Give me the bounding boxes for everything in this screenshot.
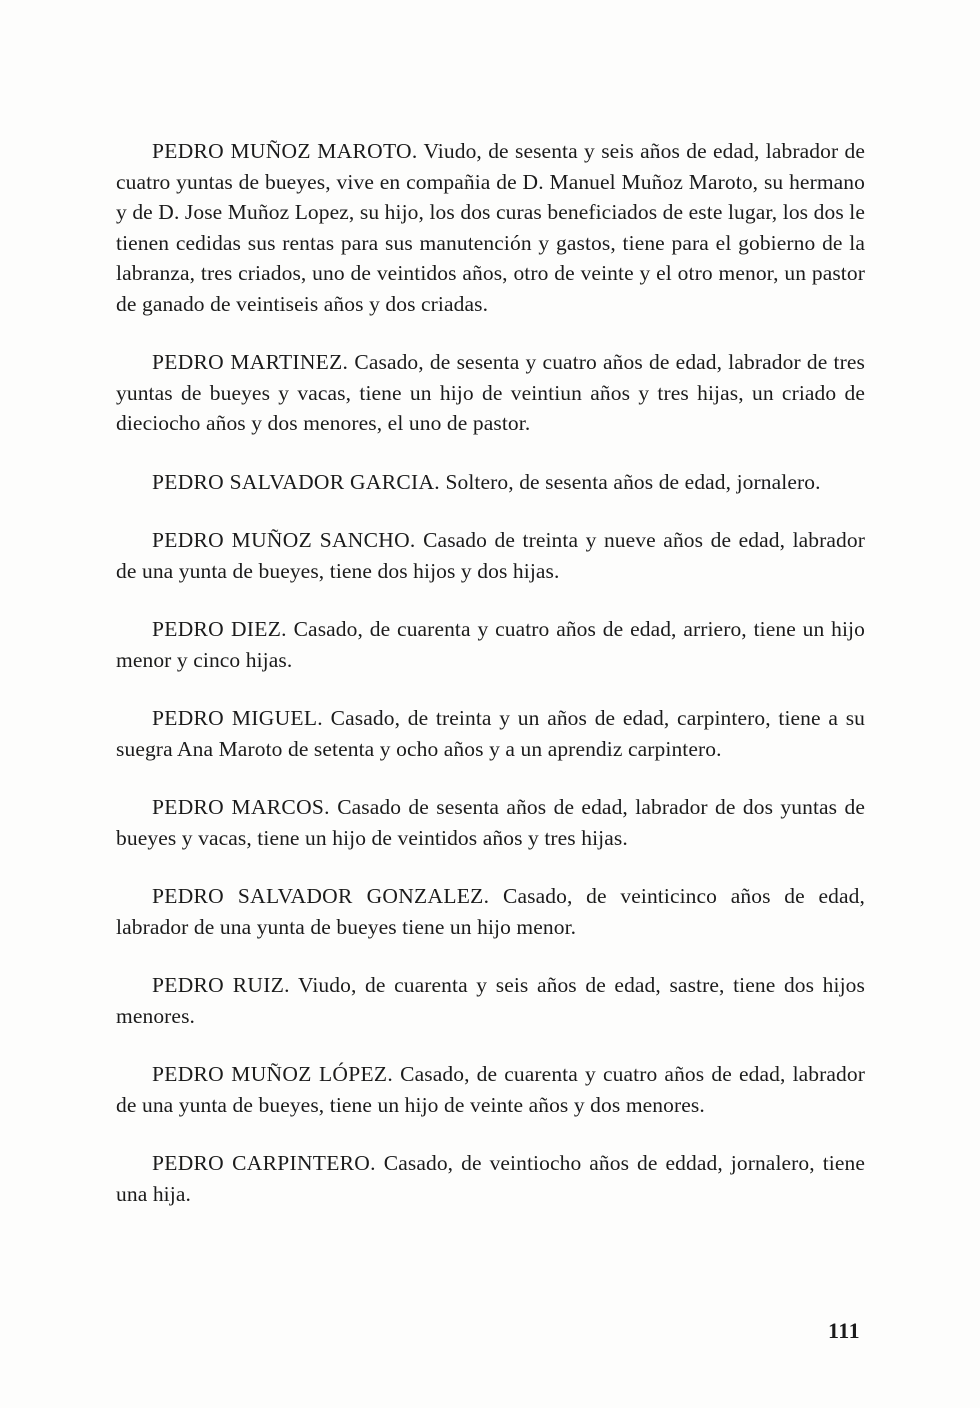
entry-text: Casado, de treinta y un años de edad, carpintero, tiene a su suegra Ana Maroto de setenta y ocho años y a un aprendiz carpintero. <box>116 706 866 761</box>
entry-text: Casado, de cuarenta y cuatro años de edad, arriero, tiene un hijo menor y cinco hijas. <box>116 617 865 672</box>
entry-text: Casado de sesenta años de edad, labrador de dos yuntas de bueyes y vacas, tiene un hijo de veintidos años y tres hijas. <box>116 795 865 850</box>
entry-name: PEDRO SALVADOR GONZALEZ. <box>152 884 490 908</box>
entry-text: Casado de treinta y nueve años de edad, labrador de una yunta de bueyes, tiene dos hijos y dos hijas. <box>116 528 865 583</box>
page-number: 111 <box>828 1318 861 1343</box>
entry-name: PEDRO DIEZ. <box>152 617 287 641</box>
entry-name: PEDRO RUIZ. <box>152 973 290 997</box>
entry-name: PEDRO SALVADOR GARCIA. <box>152 469 440 494</box>
entry-name: PEDRO MUÑOZ LÓPEZ. <box>152 1062 394 1086</box>
entry-text: Viudo, de cuarenta y seis años de edad, sastre, tiene dos hijos menores. <box>116 973 866 1028</box>
entry-paragraph <box>116 614 865 675</box>
entry-name: PEDRO MIGUEL. <box>152 706 323 730</box>
entry-paragraph <box>116 1059 865 1120</box>
entry-text: Casado, de veinticinco años de edad, labrador de una yunta de bueyes tiene un hijo menor. <box>116 884 865 939</box>
entry-text: Viudo, de sesenta y seis años de edad, labrador de cuatro yuntas de bueyes, vive en compañia de D. Manuel Muñoz Maroto, su hermano y de D. Jose Muñoz Lopez, su hijo, los dos curas beneficiados de este lugar, los dos le tienen cedidas sus rentas para sus manutención y gastos, tiene para el gobierno de la labranza, tres criados, uno de veintidos años, otro de veinte y el otro menor, un pastor de ganado de veintiseis años y dos criadas. <box>116 139 865 316</box>
entry-text: Casado, de cuarenta y cuatro años de edad, labrador de una yunta de bueyes, tiene un hijo de veinte años y dos menores. <box>116 1062 865 1117</box>
entry-paragraph <box>116 1148 865 1209</box>
entry-paragraph <box>116 881 865 942</box>
entry-name: PEDRO MARCOS. <box>152 795 330 819</box>
entry-paragraph <box>116 136 865 319</box>
entry-name: PEDRO CARPINTERO. <box>152 1151 376 1175</box>
entry-text: Casado, de sesenta y cuatro años de edad, labrador de tres yuntas de bueyes y vacas, tiene un hijo de veintiun años y tres hijas, un criado de dieciocho años y dos menores, el uno de pastor. <box>116 350 865 435</box>
entries-list <box>116 136 865 1237</box>
entry-paragraph <box>116 347 865 439</box>
entry-paragraph <box>116 703 865 764</box>
entry-text: Casado, de veintiocho años de eddad, jornalero, tiene una hija. <box>116 1151 865 1206</box>
entry-paragraph <box>116 970 865 1031</box>
entry-name: PEDRO MUÑOZ SANCHO. <box>152 528 416 552</box>
entry-text: Soltero, de sesenta años de edad, jornalero. <box>445 469 821 494</box>
entry-paragraph <box>116 525 865 586</box>
entry-paragraph <box>116 792 865 853</box>
entry-paragraph <box>116 467 865 498</box>
entry-name: PEDRO MARTINEZ. <box>152 350 349 374</box>
entry-name: PEDRO MUÑOZ MAROTO. <box>152 139 418 163</box>
